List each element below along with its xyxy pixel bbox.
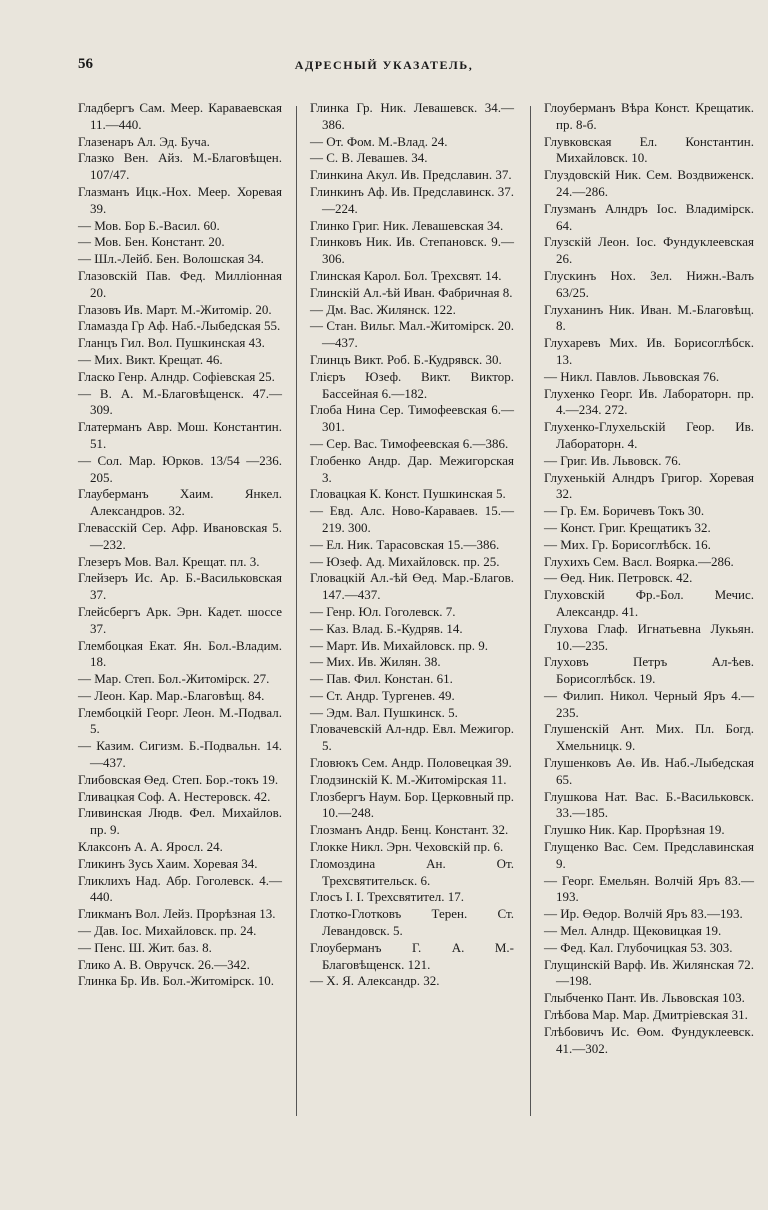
directory-entry: — Сол. Мар. Юрков. 13/54 —236. 205. <box>78 452 282 485</box>
directory-entry: — Мов. Бор Б.-Васил. 60. <box>78 217 220 233</box>
directory-entry: Глуховъ Петръ Ал-ѣев. Борисоглѣбск. 19. <box>544 654 754 687</box>
directory-entry: Глазовскій Пав. Фед. Миллiонная 20. <box>78 267 282 300</box>
columns-container <box>78 100 754 1150</box>
directory-entry: — Мов. Бен. Констант. 20. <box>78 234 225 250</box>
directory-entry: Глазовъ Ив. Март. М.-Житомір. 20. <box>78 301 272 317</box>
column-1 <box>78 100 282 990</box>
directory-entry: Гликинъ Зусь Хаим. Хоревая 34. <box>78 855 258 871</box>
directory-entry: Глатерманъ Авр. Мош. Константин. 51. <box>78 419 282 451</box>
directory-entry: Глієръ Юзеф. Викт. Виктор. Бассейная 6.—182. <box>310 368 514 401</box>
directory-entry: Гломоздина Ан. От. Трехсвятительск. 6. <box>310 855 514 888</box>
directory-entry: Глухенькій Алндръ Григор. Хоревая 32. <box>544 469 754 502</box>
directory-entry: Глѣбова Мар. Мар. Дмитріевская 31. <box>544 1007 748 1023</box>
directory-entry: Глущинскій Варф. Ив. Жилянская 72.—198. <box>544 956 754 989</box>
directory-entry: Гловачевскій Ал-ндр. Евл. Межигор. 5. <box>310 721 514 754</box>
directory-entry: — Стан. Вильг. Мал.-Житомірск. 20.—437. <box>310 318 514 351</box>
directory-entry: — Генр. Юл. Гоголевск. 7. <box>310 603 456 619</box>
directory-entry: Гливацкая Соф. А. Нестеровск. 42. <box>78 788 271 804</box>
directory-entry: — Ст. Андр. Тургенев. 49. <box>310 687 455 703</box>
directory-entry: — Мих. Викт. Крещат. 46. <box>78 351 223 367</box>
directory-entry: — Март. Ив. Михайловск. пр. 9. <box>310 637 489 653</box>
directory-entry: — Х. Я. Александр. 32. <box>310 973 440 989</box>
directory-entry: — Филип. Никол. Черный Яръ 4.—235. <box>544 687 754 720</box>
directory-entry: — Мар. Степ. Бол.-Житомірск. 27. <box>78 671 270 687</box>
directory-entry: Гламазда Гр Аф. Наб.-Лыбедская 55. <box>78 318 281 334</box>
directory-entry: — Конст. Григ. Крещатикъ 32. <box>544 519 711 535</box>
directory-entry: — Григ. Ив. Львовск. 76. <box>544 452 681 468</box>
directory-entry: Глухенко-Глухельскій Геор. Ив. Лабораторн. 4. <box>544 419 754 451</box>
directory-entry: Глазко Вен. Айз. М.-Благовѣщен. 107/47. <box>78 150 282 183</box>
directory-entry: Глобенко Андр. Дар. Межигорская 3. <box>310 452 514 485</box>
directory-entry: Глушко Ник. Кар. Прорѣзная 19. <box>544 822 725 838</box>
directory-entry: Глозбергъ Наум. Бор. Церковный пр. 10.—248. <box>310 788 514 821</box>
directory-entry: Глушенковъ Аө. Ив. Наб.-Лыбедская 65. <box>544 755 754 787</box>
directory-entry: Гликманъ Вол. Лейз. Прорѣзная 13. <box>78 906 276 922</box>
directory-entry: Глауберманъ Хаим. Янкел. Александров. 32. <box>78 486 282 519</box>
directory-entry: — Дм. Вас. Жилянск. 122. <box>310 301 456 317</box>
directory-entry: — Евд. Алс. Ново-Караваев. 15.—219. 300. <box>310 503 514 535</box>
directory-entry: Глинкинъ Аф. Ив. Предславинск. 37.—224. <box>310 183 515 216</box>
directory-entry: Глазенаръ Ал. Эд. Буча. <box>78 133 210 149</box>
directory-entry: Глибовская Өед. Степ. Бор.-токъ 19. <box>78 771 279 787</box>
directory-entry: Глейзеръ Ис. Ар. Б.-Васильковская 37. <box>78 570 282 603</box>
directory-entry: Глинковъ Ник. Ив. Степановск. 9.—306. <box>310 234 514 267</box>
directory-entry: Глембоцкая Екат. Ян. Бол.-Владим. 18. <box>78 637 282 670</box>
directory-entry: Глухаревъ Мих. Ив. Борисоглѣбск. 13. <box>544 335 754 367</box>
directory-entry: — Шл.-Лейб. Бен. Волошская 34. <box>78 251 264 267</box>
directory-entry: Гласко Генр. Алндр. Софiевская 25. <box>78 368 275 384</box>
directory-entry: Глѣбовичъ Ис. Өом. Фундуклеевск. 41.—302. <box>544 1023 754 1056</box>
directory-entry: — Мих. Гр. Борисоглѣбск. 16. <box>544 536 711 552</box>
directory-entry: Глодзинскій К. М.-Житомірская 11. <box>310 771 507 787</box>
directory-entry: Гловюкъ Сем. Андр. Половецкая 39. <box>310 755 512 771</box>
directory-entry: Глинскій Ал.-ѣй Иван. Фабричная 8. <box>310 284 513 300</box>
directory-entry: Глоба Нина Сер. Тимофеевская 6.—301. <box>310 402 514 435</box>
directory-entry: Глушкова Нат. Вас. Б.-Васильковск. 33.—185. <box>544 788 754 821</box>
directory-entry: — Сер. Вас. Тимофеевская 6.—386. <box>310 435 509 451</box>
directory-entry: Глотко-Глотковъ Терен. Ст. Левандовск. 5. <box>310 906 514 939</box>
directory-entry: Глинкина Акул. Ив. Предславин. 37. <box>310 167 512 183</box>
directory-entry: Глуховскій Фр.-Бол. Мечис. Александр. 41. <box>544 587 754 619</box>
column-2 <box>310 100 514 990</box>
directory-entry: Глуздовскій Ник. Сем. Воздвиженск. 24.—286. <box>544 167 754 199</box>
directory-entry: — Пав. Фил. Констан. 61. <box>310 671 453 687</box>
directory-entry: Глокке Никл. Эрн. Чеховскій пр. 6. <box>310 839 504 855</box>
directory-entry: Гловацкій Ал.-ѣй Өед. Мар.-Благов. 147.—437. <box>310 570 514 603</box>
directory-entry: Глузманъ Алндръ Іос. Владимірск. 64. <box>544 200 754 233</box>
directory-entry: Гловацкая К. Конст. Пушкинская 5. <box>310 486 506 502</box>
directory-entry: — Георг. Емельян. Волчій Яръ 83.—193. <box>544 872 754 905</box>
directory-entry: Глазманъ Ицк.-Нох. Меер. Хоревая 39. <box>78 183 282 216</box>
directory-entry: — Өед. Ник. Петровск. 42. <box>544 570 693 586</box>
directory-entry: Глущенко Вас. Сем. Предславинская 9. <box>544 839 754 871</box>
column-divider-1 <box>296 106 297 1116</box>
page-number: 56 <box>78 56 93 72</box>
directory-entry: — Леон. Кар. Мар.-Благовѣщ. 84. <box>78 687 265 703</box>
directory-entry: Глинцъ Викт. Роб. Б.-Кудрявск. 30. <box>310 351 502 367</box>
directory-entry: — Ел. Ник. Тарасовская 15.—386. <box>310 536 500 552</box>
directory-entry: — Каз. Влад. Б.-Кудряв. 14. <box>310 620 463 636</box>
directory-entry: Глузскій Леон. Іос. Фундуклеевская 26. <box>544 234 754 267</box>
page-header <box>0 56 768 78</box>
directory-entry: Глозманъ Андр. Бенц. Констант. 32. <box>310 822 509 838</box>
directory-entry: Глыбченко Пант. Ив. Львовская 103. <box>544 990 745 1006</box>
directory-entry: Глинка Бр. Ив. Бол.-Житомірск. 10. <box>78 973 274 989</box>
directory-entry: — Юзеф. Ад. Михайловск. пр. 25. <box>310 553 500 569</box>
directory-entry: — Мих. Ив. Жилян. 38. <box>310 654 441 670</box>
directory-entry: Глоуберманъ Г. А. М.-Благовѣщенск. 121. <box>310 939 514 972</box>
directory-entry: Глезеръ Мов. Вал. Крещат. пл. 3. <box>78 553 260 569</box>
directory-entry: — Мел. Алндр. Щековицкая 19. <box>544 923 722 939</box>
directory-entry: Глоуберманъ Вѣра Конст. Крещатик. пр. 8-б. <box>544 100 754 132</box>
directory-entry: — Гр. Ем. Боричевъ Токъ 30. <box>544 503 705 519</box>
directory-entry: Глинская Карол. Бол. Трехсвят. 14. <box>310 267 502 283</box>
running-title: АДРЕСНЫЙ УКАЗАТЕЛЬ, <box>294 58 474 72</box>
directory-entry: Глуханинъ Ник. Иван. М.-Благовѣщ. 8. <box>544 301 754 334</box>
directory-entry: Глинко Григ. Ник. Левашевская 34. <box>310 217 504 233</box>
directory-entry: Глушенскій Ант. Мих. Пл. Богд. Хмельницк. 9. <box>544 721 754 754</box>
directory-entry: — Никл. Павлов. Львовская 76. <box>544 368 720 384</box>
directory-entry: Глико А. В. Овручск. 26.—342. <box>78 956 250 972</box>
directory-entry: — Фед. Кал. Глубочицкая 53. 303. <box>544 939 733 955</box>
directory-entry: Глосъ І. І. Трехсвятител. 17. <box>310 889 464 905</box>
directory-entry: Глухова Глаф. Игнатьевна Лукьян. 10.—235. <box>544 620 754 653</box>
directory-entry: — Ир. Өедор. Волчій Яръ 83.—193. <box>544 906 743 922</box>
directory-entry: Гликлихъ Над. Абр. Гоголевск. 4.—440. <box>78 872 282 905</box>
directory-entry: Гладбергъ Сам. Меер. Караваевская 11.—440. <box>78 100 282 132</box>
directory-entry: — С. В. Левашев. 34. <box>310 150 428 166</box>
directory-entry: — Казим. Сигизм. Б.-Подвальн. 14.—437. <box>78 738 282 771</box>
directory-entry: Глейсбергъ Арк. Эрн. Кадет. шоссе 37. <box>78 603 282 636</box>
directory-entry: Глухихъ Сем. Васл. Воярка.—286. <box>544 553 734 569</box>
directory-entry: — Пенс. Ш. Жит. баз. 8. <box>78 939 212 955</box>
directory-entry: Глинка Гр. Ник. Левашевск. 34.—386. <box>310 100 514 132</box>
directory-entry: Глембоцкій Георг. Леон. М.-Подвал. 5. <box>78 704 282 737</box>
column-divider-2 <box>530 106 531 1116</box>
directory-entry: Глувковская Ел. Константин. Михайловск. 10. <box>544 133 754 166</box>
directory-entry: Гланцъ Гил. Вол. Пушкинская 43. <box>78 335 265 351</box>
directory-entry: — В. А. М.-Благовѣщенск. 47.—309. <box>78 385 282 418</box>
directory-entry: Глускинъ Нох. Зел. Нижн.-Валъ 63/25. <box>544 267 754 300</box>
directory-entry: — Эдм. Вал. Пушкинск. 5. <box>310 704 458 720</box>
directory-entry: Гливинская Людв. Фел. Михайлов. пр. 9. <box>78 805 282 838</box>
column-3 <box>544 100 754 1057</box>
directory-entry: — От. Фом. М.-Влад. 24. <box>310 133 448 149</box>
directory-entry: Клаксонъ А. А. Яросл. 24. <box>78 839 223 855</box>
directory-entry: — Дав. Іос. Михайловск. пр. 24. <box>78 923 257 939</box>
directory-entry: Глевасскій Сер. Афр. Ивановская 5.—232. <box>78 519 282 552</box>
directory-entry: Глухенко Георг. Ив. Лабораторн. пр. 4.—234. 272. <box>544 385 754 418</box>
